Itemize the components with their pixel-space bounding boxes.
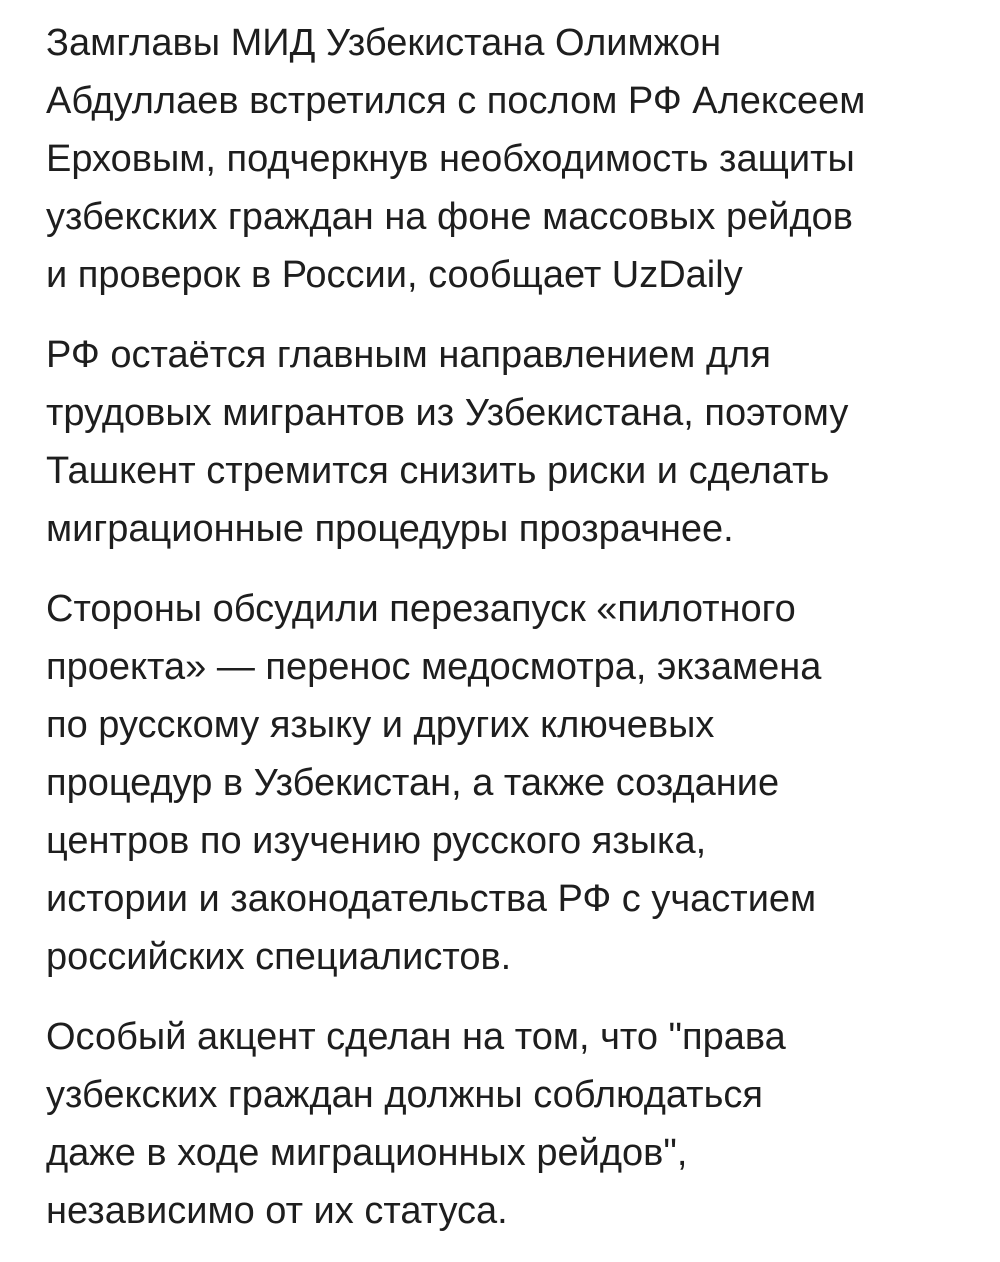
text-line: российских специалистов. [46, 936, 512, 978]
text-line: РФ остаётся главным направлением для [46, 334, 771, 376]
text-line: Абдуллаев встретился с послом РФ Алексеем [46, 80, 866, 122]
text-line: Замглавы МИД Узбекистана Олимжон [46, 22, 722, 64]
text-line: и проверок в России, сообщает UzDaily [46, 254, 743, 296]
text-line: Ерховым, подчеркнув необходимость защиты [46, 138, 855, 180]
text-line: узбекских граждан должны соблюдаться [46, 1074, 763, 1116]
paragraph-2 [46, 326, 976, 558]
text-line: по русскому языку и других ключевых [46, 704, 715, 746]
text-line: даже в ходе миграционных рейдов", [46, 1132, 688, 1174]
paragraph-1 [46, 14, 976, 304]
text-line: истории и законодательства РФ с участием [46, 878, 817, 920]
text-line: процедур в Узбекистан, а также создание [46, 762, 780, 804]
text-line: трудовых мигрантов из Узбекистана, поэтому [46, 392, 849, 434]
article-body [46, 14, 976, 1262]
paragraph-3 [46, 580, 976, 986]
text-line: независимо от их статуса. [46, 1190, 508, 1232]
text-line: проекта» — перенос медосмотра, экзамена [46, 646, 822, 688]
text-line: центров по изучению русского языка, [46, 820, 707, 862]
text-line: Особый акцент сделан на том, что "права [46, 1016, 786, 1058]
paragraph-4 [46, 1008, 976, 1240]
text-line: узбекских граждан на фоне массовых рейдов [46, 196, 853, 238]
text-line: миграционные процедуры прозрачнее. [46, 508, 734, 550]
text-line: Ташкент стремится снизить риски и сделать [46, 450, 830, 492]
text-line: Стороны обсудили перезапуск «пилотного [46, 588, 796, 630]
